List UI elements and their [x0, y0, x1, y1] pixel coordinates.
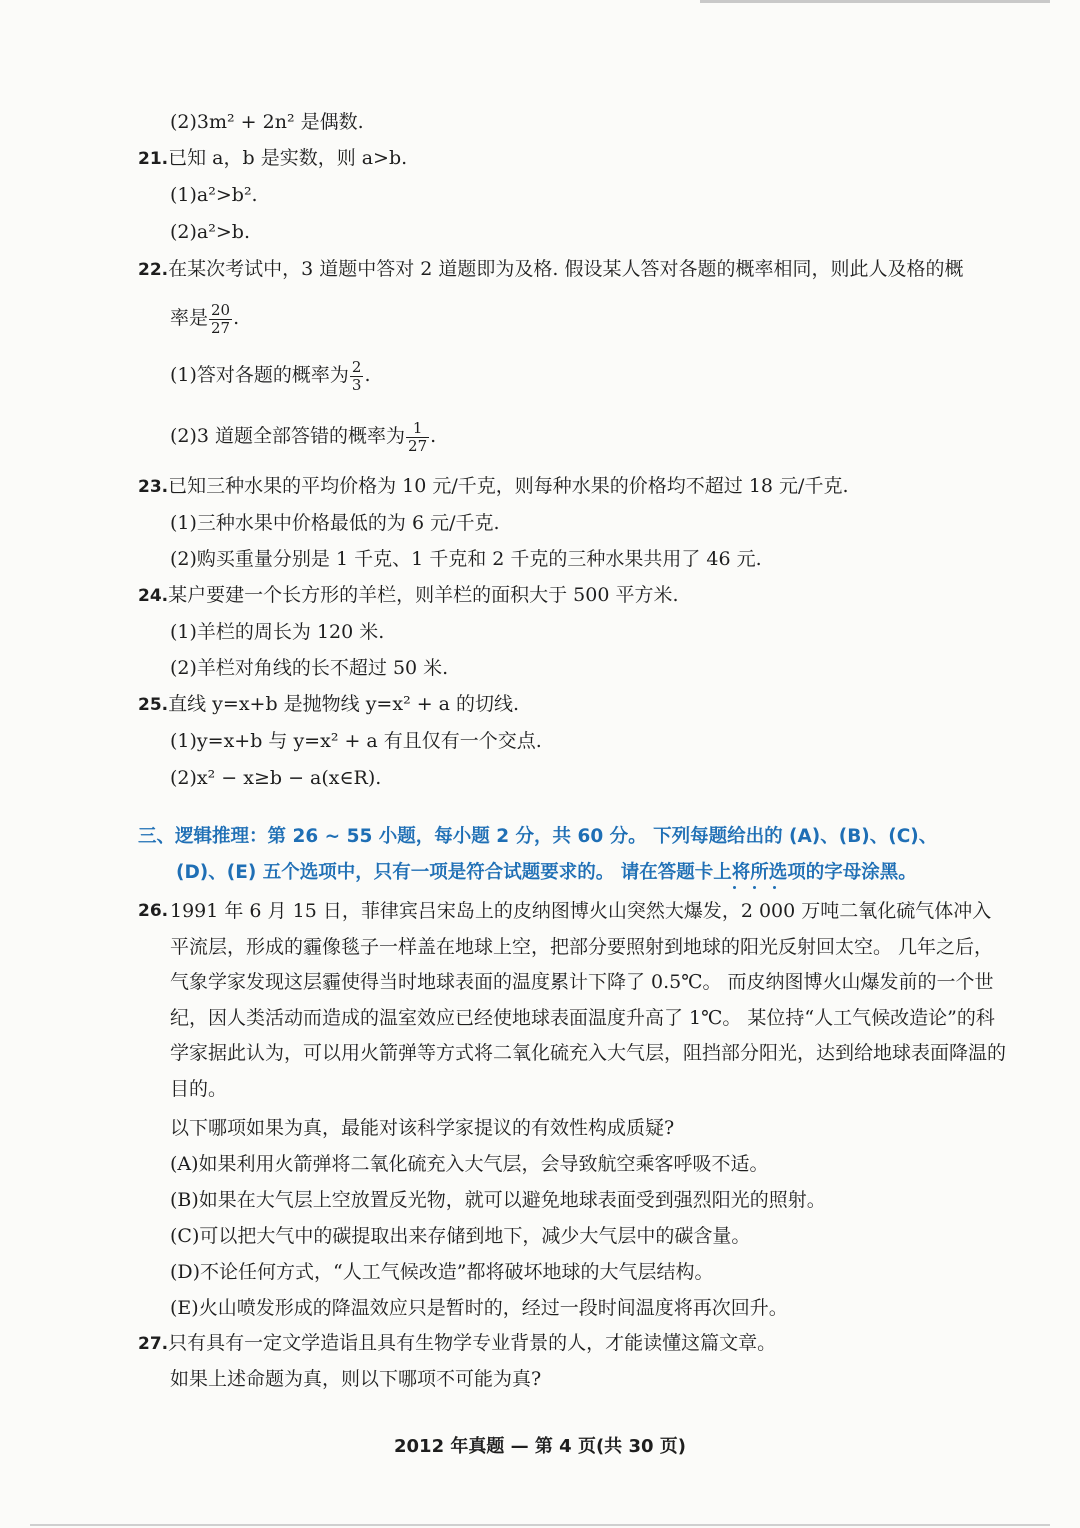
q22-period: . — [364, 364, 371, 386]
q24-statement-2: (2)羊栏对角线的长不超过 50 米. — [170, 657, 449, 679]
q24-text: 某户要建一个长方形的羊栏，则羊栏的面积大于 500 平方米. — [168, 584, 679, 606]
emphasis-dot — [733, 886, 736, 889]
page-footer: 2012 年真题 — 第 4 页(共 30 页) — [394, 1436, 686, 1457]
q21-text: 已知 a，b 是实数，则 a>b. — [168, 147, 408, 169]
q23-statement-1: (1)三种水果中价格最低的为 6 元/千克. — [170, 512, 500, 534]
q26-number: 26. — [138, 901, 169, 921]
q26-question: 以下哪项如果为真，最能对该科学家提议的有效性构成质疑? — [170, 1117, 675, 1139]
q26-option-d: (D)不论任何方式，“人工气候改造”都将破坏地球的大气层结构。 — [170, 1261, 714, 1283]
fraction-numerator: 2 — [351, 357, 362, 376]
q26-passage — [138, 894, 1010, 1107]
q22-stem — [138, 257, 964, 282]
q25-number: 25. — [138, 695, 169, 715]
q26-text: 1991 年 6 月 15 日，菲律宾吕宋岛上的皮纳图博火山突然大爆发，2 000 万吨二氧化硫气体冲入平流层，形成的霾像毯子一样盖在地球上空，把部分要照射到地球的阳光反射回太空。 几年之后，气象学家发现这层霾使得当时地球表面的温度累计下降了 0.5℃。 而皮纳图博火山爆发前的一个世纪，因人类活动而造成的温室效应已经使地球表面温度升高了 1℃。 某位持“人工气候改造论”的科学家据此认为，可以用火箭弹等方式将二氧化硫充入大气层，阻挡部分阳光，达到给地球表面降温的目的。 — [170, 900, 1007, 1100]
emphasis-dot — [773, 886, 776, 889]
q26-option-c: (C)可以把大气中的碳提取出来存储到地下，减少大气层中的碳含量。 — [170, 1225, 751, 1247]
q22-s1-text: (1)答对各题的概率为 — [170, 364, 349, 386]
q26-option-b: (B)如果在大气层上空放置反光物，就可以避免地球表面受到强烈阳光的照射。 — [170, 1189, 826, 1211]
q24-number: 24. — [138, 586, 169, 606]
q25-stem — [138, 692, 519, 717]
q23-stem — [138, 474, 848, 499]
q22-fraction-s2 — [406, 420, 429, 455]
emphasis-dots — [727, 886, 787, 890]
q22-period: . — [233, 307, 240, 329]
q25-text: 直线 y=x+b 是抛物线 y=x² + a 的切线. — [168, 693, 520, 715]
q23-number: 23. — [138, 477, 169, 497]
q27-number: 27. — [138, 1334, 169, 1354]
q22-fraction-stem — [209, 302, 232, 337]
q23-text: 已知三种水果的平均价格为 10 元/千克，则每种水果的价格均不超过 18 元/千克. — [168, 475, 849, 497]
q22-period: . — [430, 425, 437, 447]
q26-option-e: (E)火山喷发形成的降温效应只是暂时的，经过一段时间温度将再次回升。 — [170, 1297, 788, 1319]
q22-s2-text: (2)3 道题全部答错的概率为 — [170, 425, 406, 447]
fraction-numerator: 20 — [211, 300, 231, 319]
fraction-denominator: 27 — [408, 436, 428, 455]
q27-question: 如果上述命题为真，则以下哪项不可能为真? — [170, 1368, 542, 1390]
q23-statement-2: (2)购买重量分别是 1 千克、1 千克和 2 千克的三种水果共用了 46 元. — [170, 548, 762, 570]
q21-statement-1: (1)a²>b². — [170, 184, 258, 206]
fraction-denominator: 3 — [351, 375, 362, 394]
q22-stem2-text: 率是 — [170, 307, 209, 329]
q22-statement-1 — [170, 357, 371, 394]
q22-text: 在某次考试中，3 道题中答对 2 道题即为及格. 假设某人答对各题的概率相同，则此人及格的概 — [168, 258, 964, 280]
fraction-numerator: 1 — [406, 420, 429, 438]
q21-statement-2: (2)a²>b. — [170, 221, 250, 243]
q21-number: 21. — [138, 149, 169, 169]
section-heading-line2: (D)、(E) 五个选项中，只有一项是符合试题要求的。 请在答题卡上将所选项的字母涂黑。 — [176, 862, 917, 883]
q26-option-a: (A)如果利用火箭弹将二氧化硫充入大气层，会导致航空乘客呼吸不适。 — [170, 1153, 769, 1175]
q25-statement-1: (1)y=x+b 与 y=x² + a 有且仅有一个交点. — [170, 730, 542, 752]
q24-stem — [138, 583, 679, 608]
section-heading-line1: 三、逻辑推理：第 26 ~ 55 小题，每小题 2 分，共 60 分。 下列每题给出的 (A)、(B)、(C)、 — [138, 826, 938, 847]
q22-fraction-s1 — [350, 359, 364, 394]
scan-edge-bottom — [30, 1524, 1050, 1526]
q21-stem — [138, 146, 407, 171]
q27-text: 只有具有一定文学造诣且具有生物学专业背景的人，才能读懂这篇文章。 — [168, 1332, 777, 1354]
fraction-denominator: 27 — [211, 318, 231, 337]
q20-statement-2: (2)3m² + 2n² 是偶数. — [170, 111, 364, 133]
q24-statement-1: (1)羊栏的周长为 120 米. — [170, 621, 385, 643]
q22-stem-line2 — [170, 300, 239, 337]
q25-statement-2: (2)x² − x≥b − a(x∈R). — [170, 767, 382, 789]
emphasis-dot — [753, 886, 756, 889]
q27-stem — [138, 1331, 776, 1356]
q22-number: 22. — [138, 260, 169, 280]
q22-statement-2 — [170, 418, 436, 455]
